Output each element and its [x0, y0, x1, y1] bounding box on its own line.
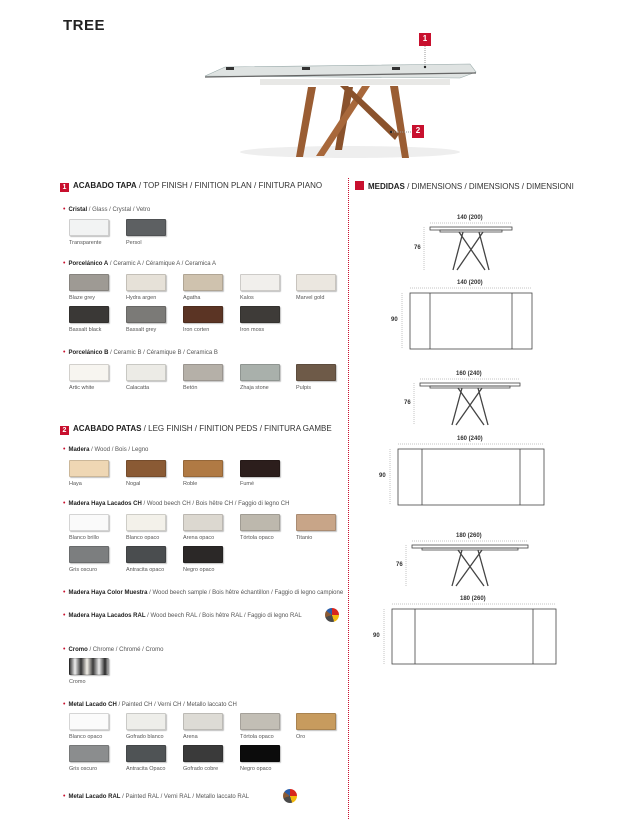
bullet-icon: •: [63, 446, 66, 453]
finish-swatch[interactable]: [126, 713, 166, 730]
group-name: Cromo: [68, 647, 88, 653]
finish-swatch[interactable]: [240, 274, 280, 291]
top-finish-heading: [60, 181, 322, 192]
table-frame-elevation: [422, 548, 518, 550]
finish-swatch[interactable]: [240, 460, 280, 477]
finish-swatch-label: Blaze grey: [69, 295, 95, 301]
section-badge: 1: [60, 183, 69, 192]
finish-swatch-label: Negro opaco: [183, 567, 215, 573]
finish-swatch-label: Gris oscuro: [69, 567, 98, 573]
width-label: 90: [391, 317, 398, 323]
table-top-elevation: [412, 545, 528, 548]
finish-swatch-label: Titanio: [296, 535, 313, 541]
finish-swatch-label: Blanco opaco: [126, 535, 160, 541]
heading-rest: / LEG FINISH / FINITION PEDS / FINITURA GAMBE: [141, 424, 332, 433]
table-plan-outline: [410, 293, 532, 349]
finish-swatch-label: Gris oscuro: [69, 766, 98, 772]
ral-color-fan-icon: [325, 608, 339, 622]
bullet-icon: •: [63, 500, 66, 507]
finish-swatch[interactable]: [183, 364, 223, 381]
finish-group-heading: [63, 589, 343, 596]
finish-swatch-label: Gofrado cobre: [183, 766, 219, 772]
finish-group-heading: [63, 349, 218, 356]
finish-swatch-label: Gofrado blanco: [126, 734, 164, 740]
table-illustration: [205, 46, 476, 158]
group-translations: / Chrome / Chromé / Cromo: [87, 647, 164, 653]
finish-swatch[interactable]: [69, 658, 109, 675]
finish-swatch[interactable]: [296, 514, 336, 531]
finish-swatch[interactable]: [126, 514, 166, 531]
finish-swatch[interactable]: [69, 219, 109, 236]
finish-swatch[interactable]: [126, 219, 166, 236]
finish-swatch[interactable]: [183, 460, 223, 477]
heading-bold: ACABADO PATAS: [73, 424, 142, 433]
table-frame-elevation: [440, 230, 502, 232]
height-label: 76: [396, 561, 403, 568]
finish-swatch-label: Kalos: [240, 295, 254, 301]
callout-leg-finish: 2: [412, 125, 424, 138]
finish-swatch-label: Zhaja stone: [240, 385, 269, 391]
group-translations: / Wood beech sample / Bois hêtre échantillon / Faggio di legno campione: [147, 590, 344, 596]
bullet-icon: •: [63, 793, 66, 800]
finish-swatch-label: Persol: [126, 240, 142, 246]
width-label: 90: [379, 473, 386, 479]
group-translations: / Painted CH / Verni CH / Metallo laccato CH: [116, 702, 237, 708]
finish-swatch[interactable]: [183, 306, 223, 323]
group-translations: / Glass / Crystal / Vetro: [87, 207, 151, 213]
finish-swatch[interactable]: [183, 274, 223, 291]
finish-group-heading: [63, 612, 302, 619]
finish-swatch-label: Arena opaco: [183, 535, 215, 541]
finish-swatch-label: Tórtola opaco: [240, 734, 274, 740]
length-label: 180 (260): [460, 596, 486, 602]
finish-swatch[interactable]: [183, 713, 223, 730]
table-legs-elevation: [453, 232, 489, 270]
bullet-icon: •: [63, 260, 66, 267]
finish-swatch[interactable]: [296, 364, 336, 381]
dimensions-heading: [355, 181, 574, 191]
finish-swatch-label: Calacatta: [126, 385, 150, 391]
callout-top-finish: 1: [419, 33, 431, 46]
finish-swatch-label: Antracita opaco: [126, 567, 165, 573]
group-translations: / Wood beech CH / Bois hêtre CH / Faggio di legno CH: [141, 501, 290, 507]
finish-swatch-label: Antracita Opaco: [126, 766, 166, 772]
group-translations: / Wood beech RAL / Bois hêtre RAL / Faggio di legno RAL: [145, 613, 302, 619]
finish-swatch-label: Negro opaco: [240, 766, 272, 772]
finish-swatch[interactable]: [69, 274, 109, 291]
finish-swatch-label: Blanco opaco: [69, 734, 103, 740]
finish-group-heading: [63, 446, 148, 453]
finish-swatch[interactable]: [240, 713, 280, 730]
finish-group-heading: [63, 206, 150, 213]
finish-group-heading: [63, 793, 249, 800]
finish-swatch[interactable]: [69, 514, 109, 531]
group-name: Madera Haya Lacados RAL: [68, 613, 146, 619]
finish-swatch[interactable]: [296, 274, 336, 291]
group-name: Cristal: [68, 207, 88, 213]
section-badge: 2: [60, 426, 69, 435]
group-translations: / Ceramic B / Céramique B / Ceramica B: [108, 350, 218, 356]
bullet-icon: •: [63, 701, 66, 708]
length-label: 140 (200): [457, 280, 483, 286]
finish-swatch-label: Iron corten: [183, 327, 210, 333]
finish-swatch[interactable]: [126, 364, 166, 381]
finish-swatch[interactable]: [69, 713, 109, 730]
finish-swatch[interactable]: [69, 745, 109, 762]
finish-swatch-label: Arena: [183, 734, 198, 740]
group-name: Madera Haya Lacados CH: [68, 501, 142, 507]
finish-swatch[interactable]: [183, 546, 223, 563]
width-label: 90: [373, 632, 380, 639]
finish-swatch[interactable]: [126, 460, 166, 477]
finish-swatch[interactable]: [240, 364, 280, 381]
table-plan-outline: [392, 609, 556, 664]
finish-swatch-label: Haya: [69, 481, 82, 487]
finish-swatch[interactable]: [183, 745, 223, 762]
finish-swatch-label: Tórtola opaco: [240, 535, 274, 541]
finish-swatch[interactable]: [69, 364, 109, 381]
finish-group-heading: [63, 260, 216, 267]
finish-swatch[interactable]: [69, 546, 109, 563]
finish-group-heading: [63, 646, 163, 653]
section-badge: [355, 181, 364, 190]
finish-swatch[interactable]: [126, 274, 166, 291]
group-name: Madera: [68, 447, 90, 453]
finish-swatch[interactable]: [126, 745, 166, 762]
heading-bold: ACABADO TAPA: [73, 181, 137, 190]
length-label: 180 (260): [456, 533, 482, 539]
finish-swatch-label: Pulpis: [296, 385, 311, 391]
heading-bold: MEDIDAS: [368, 182, 405, 191]
group-name: Porcelánico A: [68, 261, 109, 267]
finish-swatch-label: Marvel gold: [296, 295, 325, 301]
bullet-icon: •: [63, 646, 66, 653]
ral-color-fan-icon: [283, 789, 297, 803]
length-label: 140 (200): [457, 215, 483, 221]
finish-swatch[interactable]: [240, 745, 280, 762]
finish-swatch[interactable]: [126, 306, 166, 323]
finish-group-heading: [63, 701, 237, 708]
bullet-icon: •: [63, 589, 66, 596]
finish-swatch[interactable]: [296, 713, 336, 730]
height-label: 76: [414, 244, 421, 251]
heading-rest: / DIMENSIONS / DIMENSIONS / DIMENSIONI: [404, 182, 574, 191]
finish-swatch-label: Cromo: [69, 679, 86, 685]
finish-swatch-label: Hydra argen: [126, 295, 157, 301]
bullet-icon: •: [63, 206, 66, 213]
group-name: Porcelánico B: [68, 350, 109, 356]
table-top-elevation: [420, 383, 520, 386]
finish-swatch-label: Betón: [183, 385, 198, 391]
finish-group-heading: [63, 500, 289, 507]
length-label: 160 (240): [457, 436, 483, 442]
column-divider: [348, 178, 349, 819]
table-legs-elevation: [452, 388, 488, 425]
group-name: Metal Lacado RAL: [68, 794, 121, 800]
finish-swatch[interactable]: [69, 306, 109, 323]
finish-swatch-label: Iron moss: [240, 327, 265, 333]
finish-swatch-label: Fumé: [240, 481, 255, 487]
finish-swatch[interactable]: [69, 460, 109, 477]
finish-swatch-label: Agatha: [183, 295, 201, 301]
finish-swatch[interactable]: [126, 546, 166, 563]
heading-rest: / TOP FINISH / FINITION PLAN / FINITURA PIANO: [136, 181, 323, 190]
finish-swatch[interactable]: [183, 514, 223, 531]
table-frame-elevation: [430, 386, 510, 388]
finish-swatch-label: Bassalt grey: [126, 327, 157, 333]
finish-swatch-label: Bassalt black: [69, 327, 102, 333]
page-title: TREE: [63, 17, 106, 34]
bullet-icon: •: [63, 612, 66, 619]
group-translations: / Ceramic A / Céramique A / Ceramica A: [108, 261, 216, 267]
group-name: Madera Haya Color Muestra: [68, 590, 148, 596]
table-legs-elevation: [452, 550, 488, 586]
table-top-elevation: [430, 227, 512, 230]
length-label: 160 (240): [456, 371, 482, 377]
finish-swatch-label: Nogal: [126, 481, 141, 487]
group-translations: / Wood / Bois / Legno: [89, 447, 149, 453]
finish-swatch[interactable]: [240, 306, 280, 323]
group-name: Metal Lacado CH: [68, 702, 117, 708]
finish-swatch-label: Transparente: [69, 240, 102, 246]
finish-swatch-label: Blanco brillo: [69, 535, 99, 541]
finish-swatch[interactable]: [240, 514, 280, 531]
finish-swatch-label: Artic white: [69, 385, 95, 391]
finish-swatch-label: Oro: [296, 734, 306, 740]
leg-finish-heading: [60, 424, 332, 435]
height-label: 76: [404, 400, 411, 406]
bullet-icon: •: [63, 349, 66, 356]
group-translations: / Painted RAL / Verni RAL / Metallo laccato RAL: [120, 794, 250, 800]
finish-swatch-label: Roble: [183, 481, 198, 487]
table-plan-outline: [398, 449, 544, 505]
